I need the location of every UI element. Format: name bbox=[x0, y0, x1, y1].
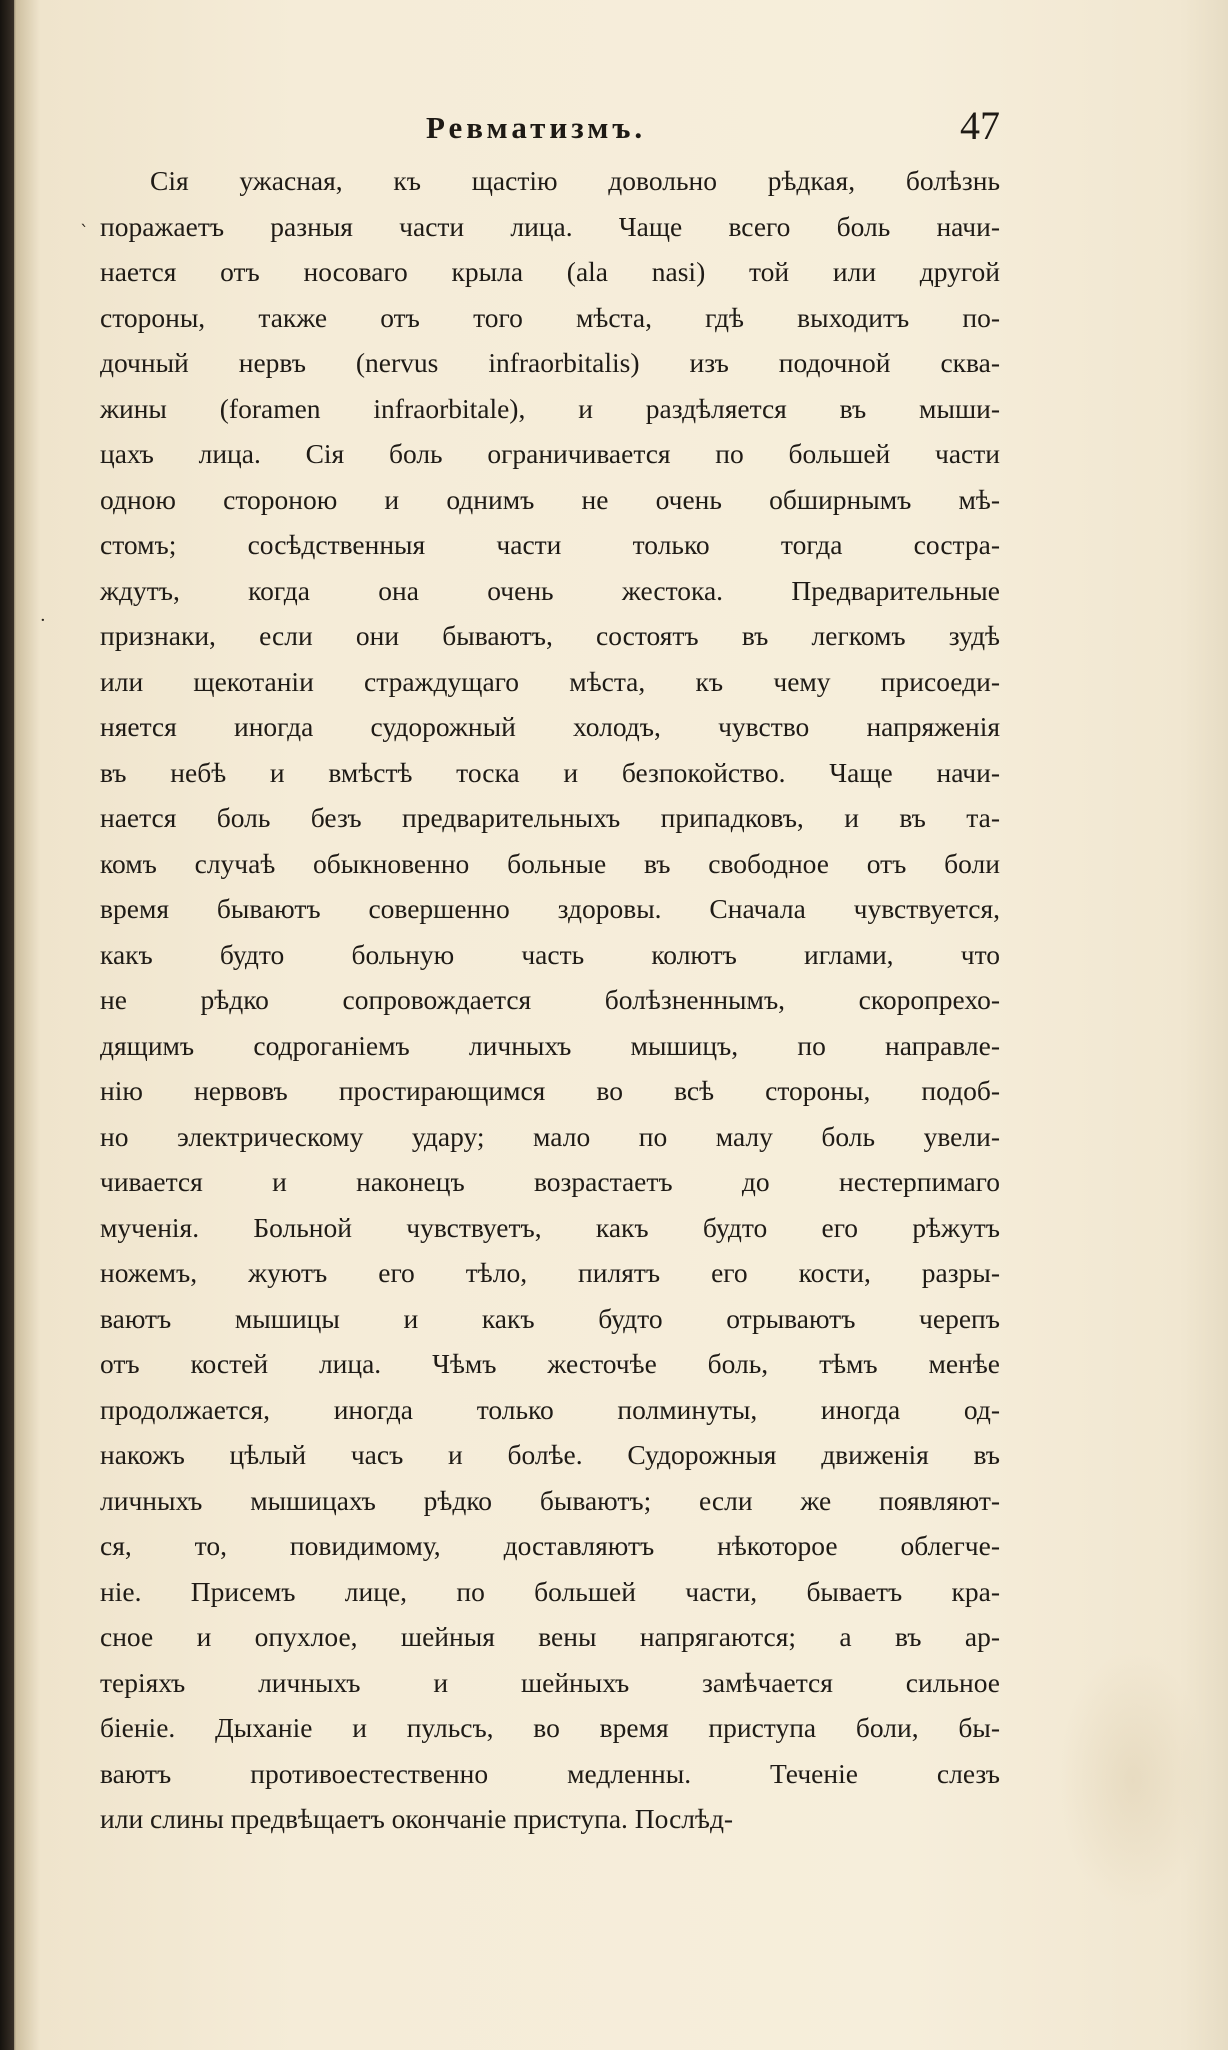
text-line: Сія ужасная, къ щастію довольно рѣдкая, болѣзнь bbox=[150, 165, 1000, 196]
text-line: теріяхъ личныхъ и шейныхъ замѣчается сильное bbox=[100, 1666, 1000, 1698]
text-line: не рѣдко сопровождается болѣзненнымъ, скоропрехо- bbox=[100, 984, 1000, 1015]
text-line: ваютъ мышицы и какъ будто отрываютъ черепъ bbox=[100, 1302, 1000, 1334]
text-line: сное и опухлое, шейныя вены напрягаются; а въ ар- bbox=[100, 1621, 1000, 1652]
page-number: 47 bbox=[960, 103, 1000, 148]
running-head: Ревматизмъ. bbox=[426, 110, 647, 145]
text-line: какъ будто больную часть колютъ иглами, что bbox=[100, 938, 1000, 970]
text-line: или слины предвѣщаетъ окончаніе приступа. Послѣд- bbox=[100, 1803, 734, 1834]
margin-mark: ` bbox=[80, 222, 89, 243]
text-line: одною стороною и однимъ не очень обширнымъ мѣ- bbox=[100, 483, 1000, 515]
text-line: но электрическому удару; мало по малу боль увели- bbox=[100, 1120, 1000, 1152]
text-line: отъ костей лица. Чѣмъ жесточѣе боль, тѣмъ менѣе bbox=[100, 1348, 1000, 1379]
text-line: или щекотаніи страждущаго мѣста, къ чему присоеди- bbox=[100, 665, 1000, 697]
text-line: время бываютъ совершенно здоровы. Сначала чувствуется, bbox=[100, 893, 1000, 924]
text-line: ніе. Присемъ лице, по большей части, бываетъ кра- bbox=[100, 1575, 1000, 1607]
text-line: ножемъ, жуютъ его тѣло, пилятъ его кости, разры- bbox=[100, 1257, 1000, 1288]
text-line: накожъ цѣлый часъ и болѣе. Судорожныя движенія въ bbox=[100, 1439, 1000, 1470]
text-line: мученія. Больной чувствуетъ, какъ будто его рѣжутъ bbox=[100, 1211, 1000, 1243]
text-line: комъ случаѣ обыкновенно больные въ свободное отъ боли bbox=[100, 847, 1000, 879]
text-line: нію нервовъ простирающимся во всѣ стороны, подоб- bbox=[100, 1075, 1000, 1106]
body-text bbox=[100, 158, 1000, 1842]
text-line: продолжается, иногда только полминуты, иногда од- bbox=[100, 1393, 1000, 1425]
binding-shadow bbox=[0, 0, 14, 2050]
text-line: нается отъ носоваго крыла (ala nasi) той или другой bbox=[100, 256, 1000, 287]
margin-dot: · bbox=[40, 610, 46, 631]
text-line: ся, то, повидимому, доставляютъ нѣкоторое облегче- bbox=[100, 1530, 1000, 1561]
text-line: личныхъ мышицахъ рѣдко бываютъ; если же появляют- bbox=[100, 1484, 1000, 1516]
text-line: няется иногда судорожный холодъ, чувство напряженія bbox=[100, 711, 1000, 742]
text-line: стомъ; сосѣдственныя части только тогда состра- bbox=[100, 529, 1000, 560]
page-header bbox=[100, 102, 1000, 162]
text-line: дящимъ содроганіемъ личныхъ мышицъ, по направле- bbox=[100, 1029, 1000, 1061]
text-line: біеніе. Дыханіе и пульсъ, во время приступа боли, бы- bbox=[100, 1712, 1000, 1743]
text-line: ждутъ, когда она очень жестока. Предварительные bbox=[100, 574, 1000, 606]
text-line: признаки, если они бываютъ, состоятъ въ легкомъ зудѣ bbox=[100, 620, 1000, 651]
text-line: ваютъ противоестественно медленны. Теченіе слезъ bbox=[100, 1757, 1000, 1789]
text-line: поражаетъ разныя части лица. Чаще всего боль начи- bbox=[100, 210, 1000, 242]
text-line: чивается и наконецъ возрастаетъ до нестерпимаго bbox=[100, 1166, 1000, 1197]
text-line: дочный нервъ (nervus infraorbitalis) изъ подочной сква- bbox=[100, 347, 1000, 378]
text-line: нается боль безъ предварительныхъ припадковъ, и въ та- bbox=[100, 802, 1000, 833]
text-line: въ небѣ и вмѣстѣ тоска и безпокойство. Чаще начи- bbox=[100, 756, 1000, 788]
paper-stain bbox=[1058, 1650, 1208, 1910]
text-line: стороны, также отъ того мѣста, гдѣ выходитъ по- bbox=[100, 301, 1000, 333]
text-line: цахъ лица. Сія боль ограничивается по большей части bbox=[100, 438, 1000, 469]
text-line: жины (foramen infraorbitale), и раздѣляется въ мыши- bbox=[100, 392, 1000, 424]
